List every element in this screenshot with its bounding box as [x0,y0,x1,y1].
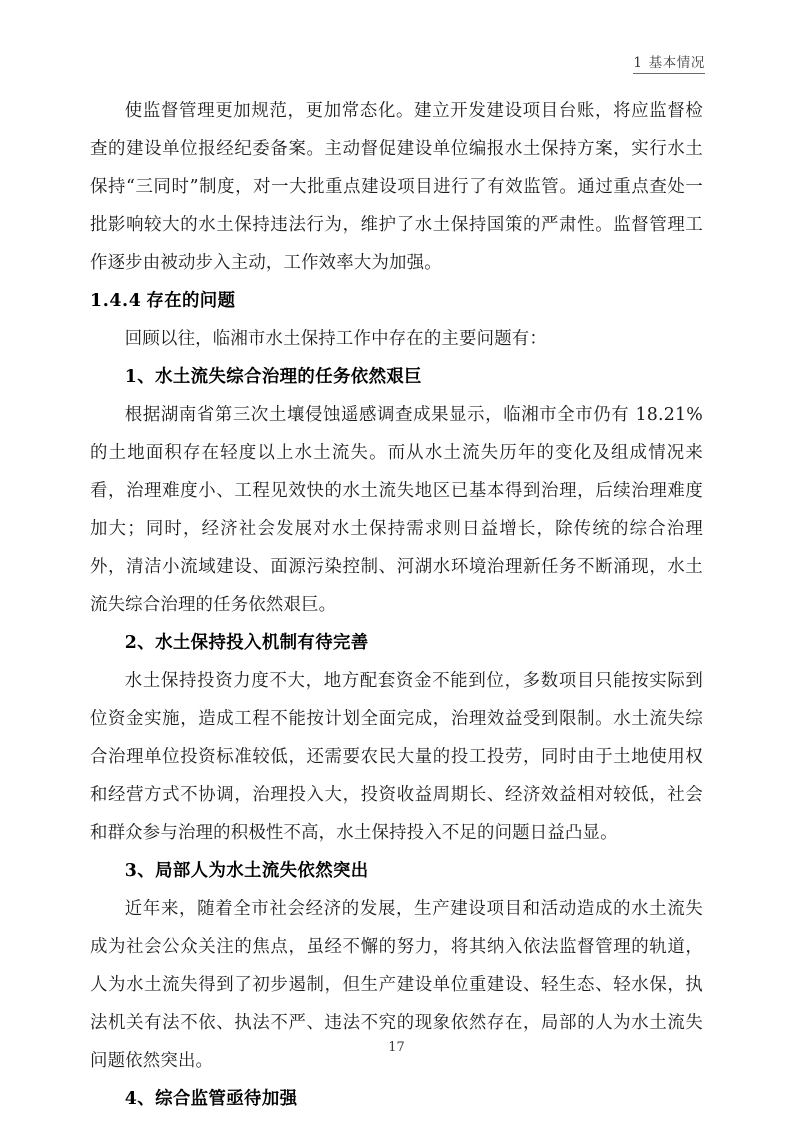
running-header-number: 1 [633,55,643,71]
subheading-problem-4: 4、综合监管亟待加强 [124,1089,298,1109]
running-header [633,55,705,74]
paragraph-supervision-summary: 使监督管理更加规范，更加常态化。建立开发建设项目台账，将应监督检查的建设单位报经纪委备案。主动督促建设单位编报水土保持方案，实行水土保持“三同时”制度，对一大批重点建设项目进行了有效监管。通过重点查处一批影响较大的水土保持违法行为，维护了水土保持国策的严肃性。监督管理工作逐步由被动步入主动，工作效率大为加强。 [90,101,703,273]
section-heading-text: 存在的问题 [146,291,236,311]
paragraph-problem-1-body: 根据湖南省第三次土壤侵蚀遥感调查成果显示，临湘市全市仍有 18.21%的土地面积存在轻度以上水土流失。而从水土流失历年的变化及组成情况来看，治理难度小、工程见效快的水土流失地区已基本得到治理，后续治理难度加大；同时，经济社会发展对水土保持需求则日益增长，除传统的综合治理外，清洁小流域建设、面源污染控制、河湖水环境治理新任务不断涌现，水土流失综合治理的任务依然艰巨。 [90,405,703,615]
subheading-problem-2: 2、水土保持投入机制有待完善 [124,633,369,653]
paragraph-problem-2-body: 水土保持投资力度不大，地方配套资金不能到位，多数项目只能按实际到位资金实施，造成工程不能按计划全面完成，治理效益受到限制。水土流失综合治理单位投资标准较低，还需要农民大量的投工投劳，同时由于土地使用权和经营方式不协调，治理投入大，投资收益周期长、经济效益相对较低，社会和群众参与治理的积极性不高，水土保持投入不足的问题日益凸显。 [90,671,703,843]
subheading-problem-3: 3、局部人为水土流失依然突出 [124,861,369,881]
document-body [90,92,703,1118]
paragraph-problems-intro: 回顾以往，临湘市水土保持工作中存在的主要问题有： [124,329,547,349]
subheading-problem-1: 1、水土流失综合治理的任务依然艰巨 [124,367,422,387]
paragraph-problem-3-body: 近年来，随着全市社会经济的发展，生产建设项目和活动造成的水土流失成为社会公众关注的焦点，虽经不懈的努力，将其纳入依法监督管理的轨道，人为水土流失得到了初步遏制，但生产建设单位重建设、轻生态、轻水保，执法机关有法不依、执法不严、违法不究的现象依然存在，局部的人为水土流失问题依然突出。 [90,899,703,1071]
page-number: 17 [388,1040,405,1055]
running-header-title: 基本情况 [648,55,705,71]
section-heading-1-4-4 [90,282,703,320]
section-heading-number: 1.4.4 [90,291,142,311]
page-footer [0,1040,793,1055]
